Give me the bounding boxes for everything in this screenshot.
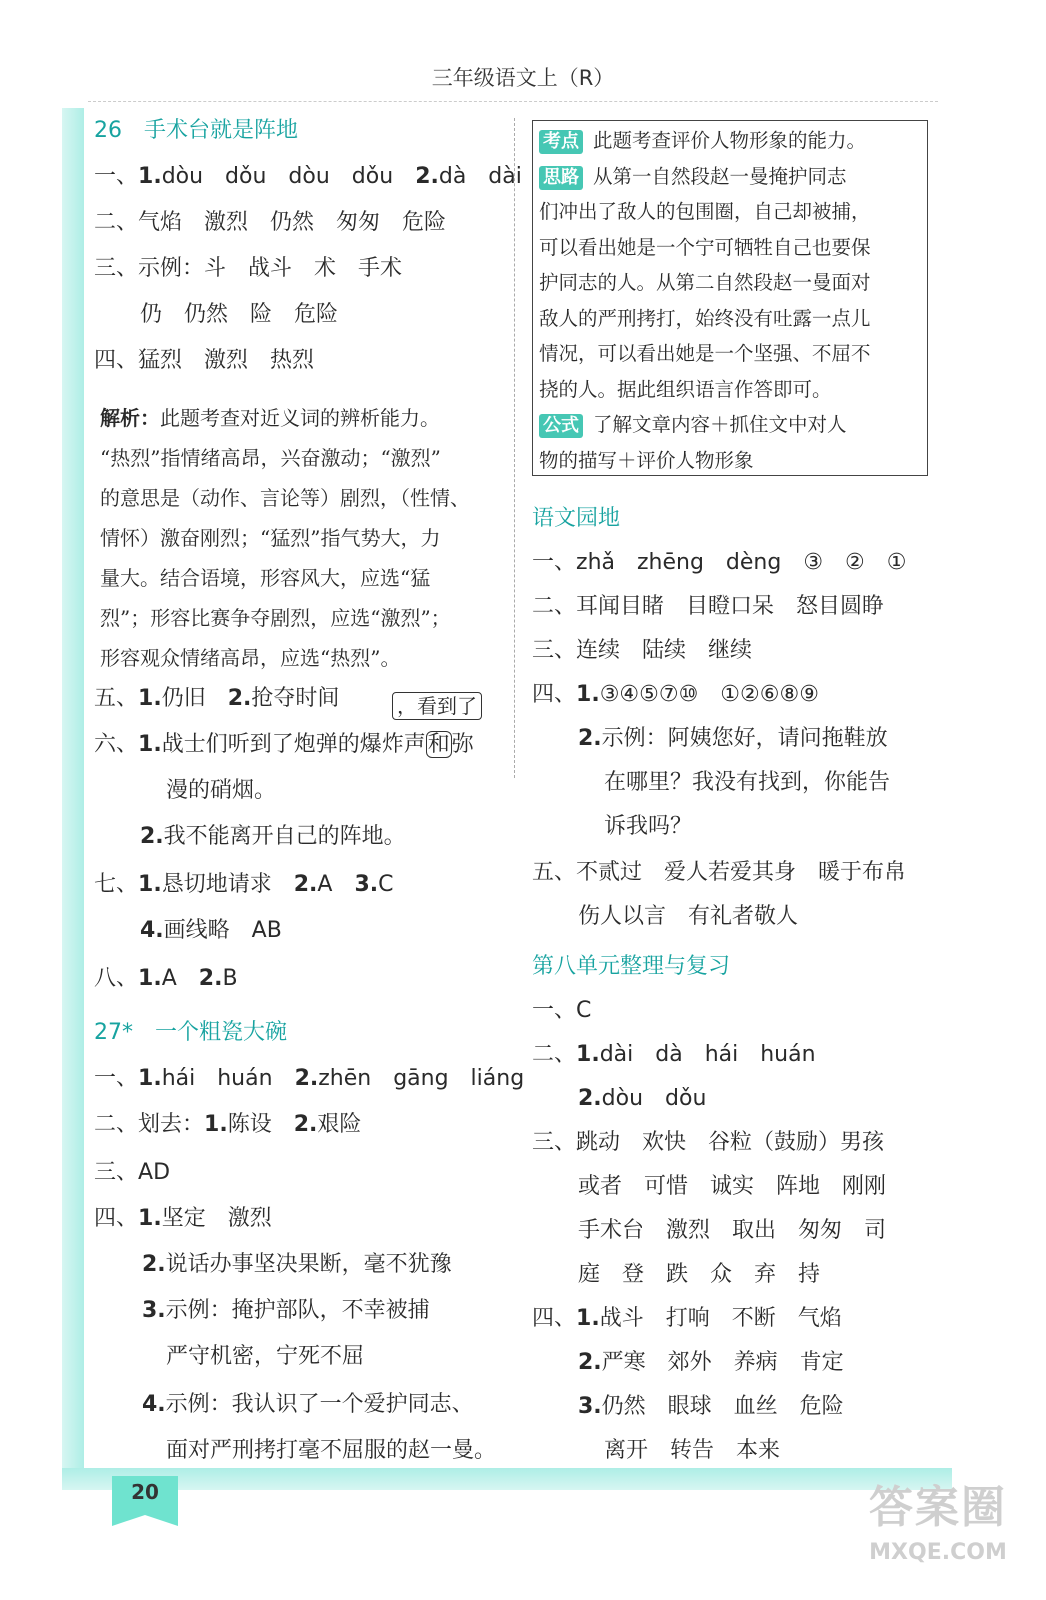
l27-q4-3: 3.示例：掩护部队，不幸被捕 (142, 1298, 430, 1323)
l26-q4: 四、猛烈 激烈 热烈 (94, 348, 315, 373)
l27-q2: 二、划去：1.陈设 2.艰险 (94, 1112, 362, 1137)
l27-q4: 四、1.坚定 激烈 (94, 1206, 272, 1231)
l26-q6-2: 2.我不能离开自己的阵地。 (140, 824, 406, 849)
correction-mark: 和 (427, 732, 450, 757)
u8-q4-2: 2.严寒 郊外 养病 肯定 (578, 1350, 844, 1375)
yw-q1: 一、zhǎ zhēng dèng ③ ② ① (532, 550, 907, 575)
l26-q8: 八、1.A 2.B (94, 966, 238, 991)
u8-q4: 四、1.战斗 打响 不断 气焰 (532, 1306, 842, 1331)
yw-q2: 二、耳闻目睹 目瞪口呆 怒目圆睁 (532, 594, 885, 619)
yw-q4-2-cont1: 在哪里？我没有找到，你能告 (604, 770, 891, 795)
l27-q4-4-cont: 面对严刑拷打毫不屈服的赵一曼。 (166, 1438, 497, 1463)
l26-q7-4: 4.画线略 AB (140, 918, 282, 943)
page-edge-decoration (62, 108, 84, 1488)
kaodian-tag: 考点 (539, 130, 583, 154)
u8-q4-3: 3.仍然 眼球 血丝 危险 (578, 1394, 844, 1419)
l26-q3-line2: 仍 仍然 险 危险 (140, 302, 339, 327)
l27-q4-2: 2.说话办事坚决果断，毫不犹豫 (142, 1252, 452, 1277)
column-divider (514, 118, 515, 778)
watermark: 答案圈 MXQE.COM (869, 1482, 1007, 1565)
l27-q4-4: 4.示例：我认识了一个爱护同志、 (142, 1392, 474, 1417)
l26-q6-cont: 漫的硝烟。 (166, 778, 277, 803)
yuwen-yuandi-heading: 语文园地 (532, 506, 621, 531)
l26-q6: 六、1.战士们听到了炮弹的爆炸声和弥 (94, 732, 474, 757)
yw-q4-2: 2.示例：阿姨您好，请问拖鞋放 (578, 726, 888, 751)
yw-q4-2-cont2: 诉我吗？ (604, 814, 693, 839)
yw-q3: 三、连续 陆续 继续 (532, 638, 753, 663)
u8-q2: 二、1.dài dà hái huán (532, 1042, 816, 1067)
l27-q4-3-cont: 严守机密，宁死不屈 (166, 1344, 365, 1369)
lesson-27-heading: 27* 一个粗瓷大碗 (94, 1020, 287, 1045)
page-number: 20 (131, 1480, 159, 1504)
u8-q1: 一、C (532, 998, 592, 1023)
u8-q4-3-cont: 离开 转告 本来 (604, 1438, 781, 1463)
insertion-mark: ，看到了 (392, 692, 482, 720)
l27-q3: 三、AD (94, 1160, 171, 1185)
lesson-26-heading: 26 手术台就是阵地 (94, 118, 298, 143)
yw-q4: 四、1.③④⑤⑦⑩ ①②⑥⑧⑨ (532, 682, 819, 707)
l26-q2: 二、气焰 激烈 仍然 匆匆 危险 (94, 210, 447, 235)
u8-q2-2: 2.dòu dǒu (578, 1086, 707, 1111)
page-bottom-decoration (62, 1468, 952, 1490)
silu-tag: 思路 (539, 166, 583, 190)
l26-q1: 一、1.dòu dǒu dòu dǒu 2.dà dài (94, 164, 522, 189)
explanation-box: 考点 此题考查评价人物形象的能力。 思路 从第一自然段赵一曼掩护同志 们冲出了敌人的包围圈，自己却被捕， 可以看出她是一个宁可牺牲自己也要保 护同志的人。从第二自然段赵一曼面对 敌人的严刑拷打，始终没有吐露一点儿 情况，可以看出她是一个坚强、不屈不 挠的人。据此组织语言作答即可。 公式 了解文章内容＋抓住文中对人 物的描写＋评价人物形象 (532, 120, 928, 476)
l27-q1: 一、1.hái huán 2.zhēn gāng liáng (94, 1066, 525, 1091)
unit8-heading: 第八单元整理与复习 (532, 954, 731, 979)
page-header: 三年级语文上（R） (431, 66, 615, 90)
header-divider (88, 101, 938, 102)
l26-q3: 三、示例：斗 战斗 术 手术 (94, 256, 403, 281)
u8-q3-l2: 或者 可惜 诚实 阵地 刚刚 (578, 1174, 887, 1199)
yw-q5: 五、不贰过 爱人若爱其身 暖于布帛 (532, 860, 907, 885)
u8-q3-l4: 庭 登 跌 众 弃 持 (578, 1262, 821, 1287)
gongshi-tag: 公式 (539, 414, 583, 438)
l26-q5: 五、1.仍旧 2.抢夺时间 (94, 686, 340, 711)
u8-q3: 三、跳动 欢快 谷粒（鼓励）男孩 (532, 1130, 885, 1155)
u8-q3-l3: 手术台 激烈 取出 匆匆 司 (578, 1218, 887, 1243)
yw-q5-cont: 伤人以言 有礼者敬人 (578, 904, 799, 929)
analysis-block: 解析：此题考查对近义词的辨析能力。 “热烈”指情绪高昂，兴奋激动；“激烈” 的意思是（动作、言论等）剧烈，（性情、 情怀）激奋刚烈；“猛烈”指气势大，力 量大。结合语境，形容风大，应选“猛 烈”；形容比赛争夺剧烈，应选“激烈”； 形容观众情绪高昂，应选“热烈”。 (100, 406, 470, 670)
l26-q7: 七、1.恳切地请求 2.A 3.C (94, 872, 394, 897)
